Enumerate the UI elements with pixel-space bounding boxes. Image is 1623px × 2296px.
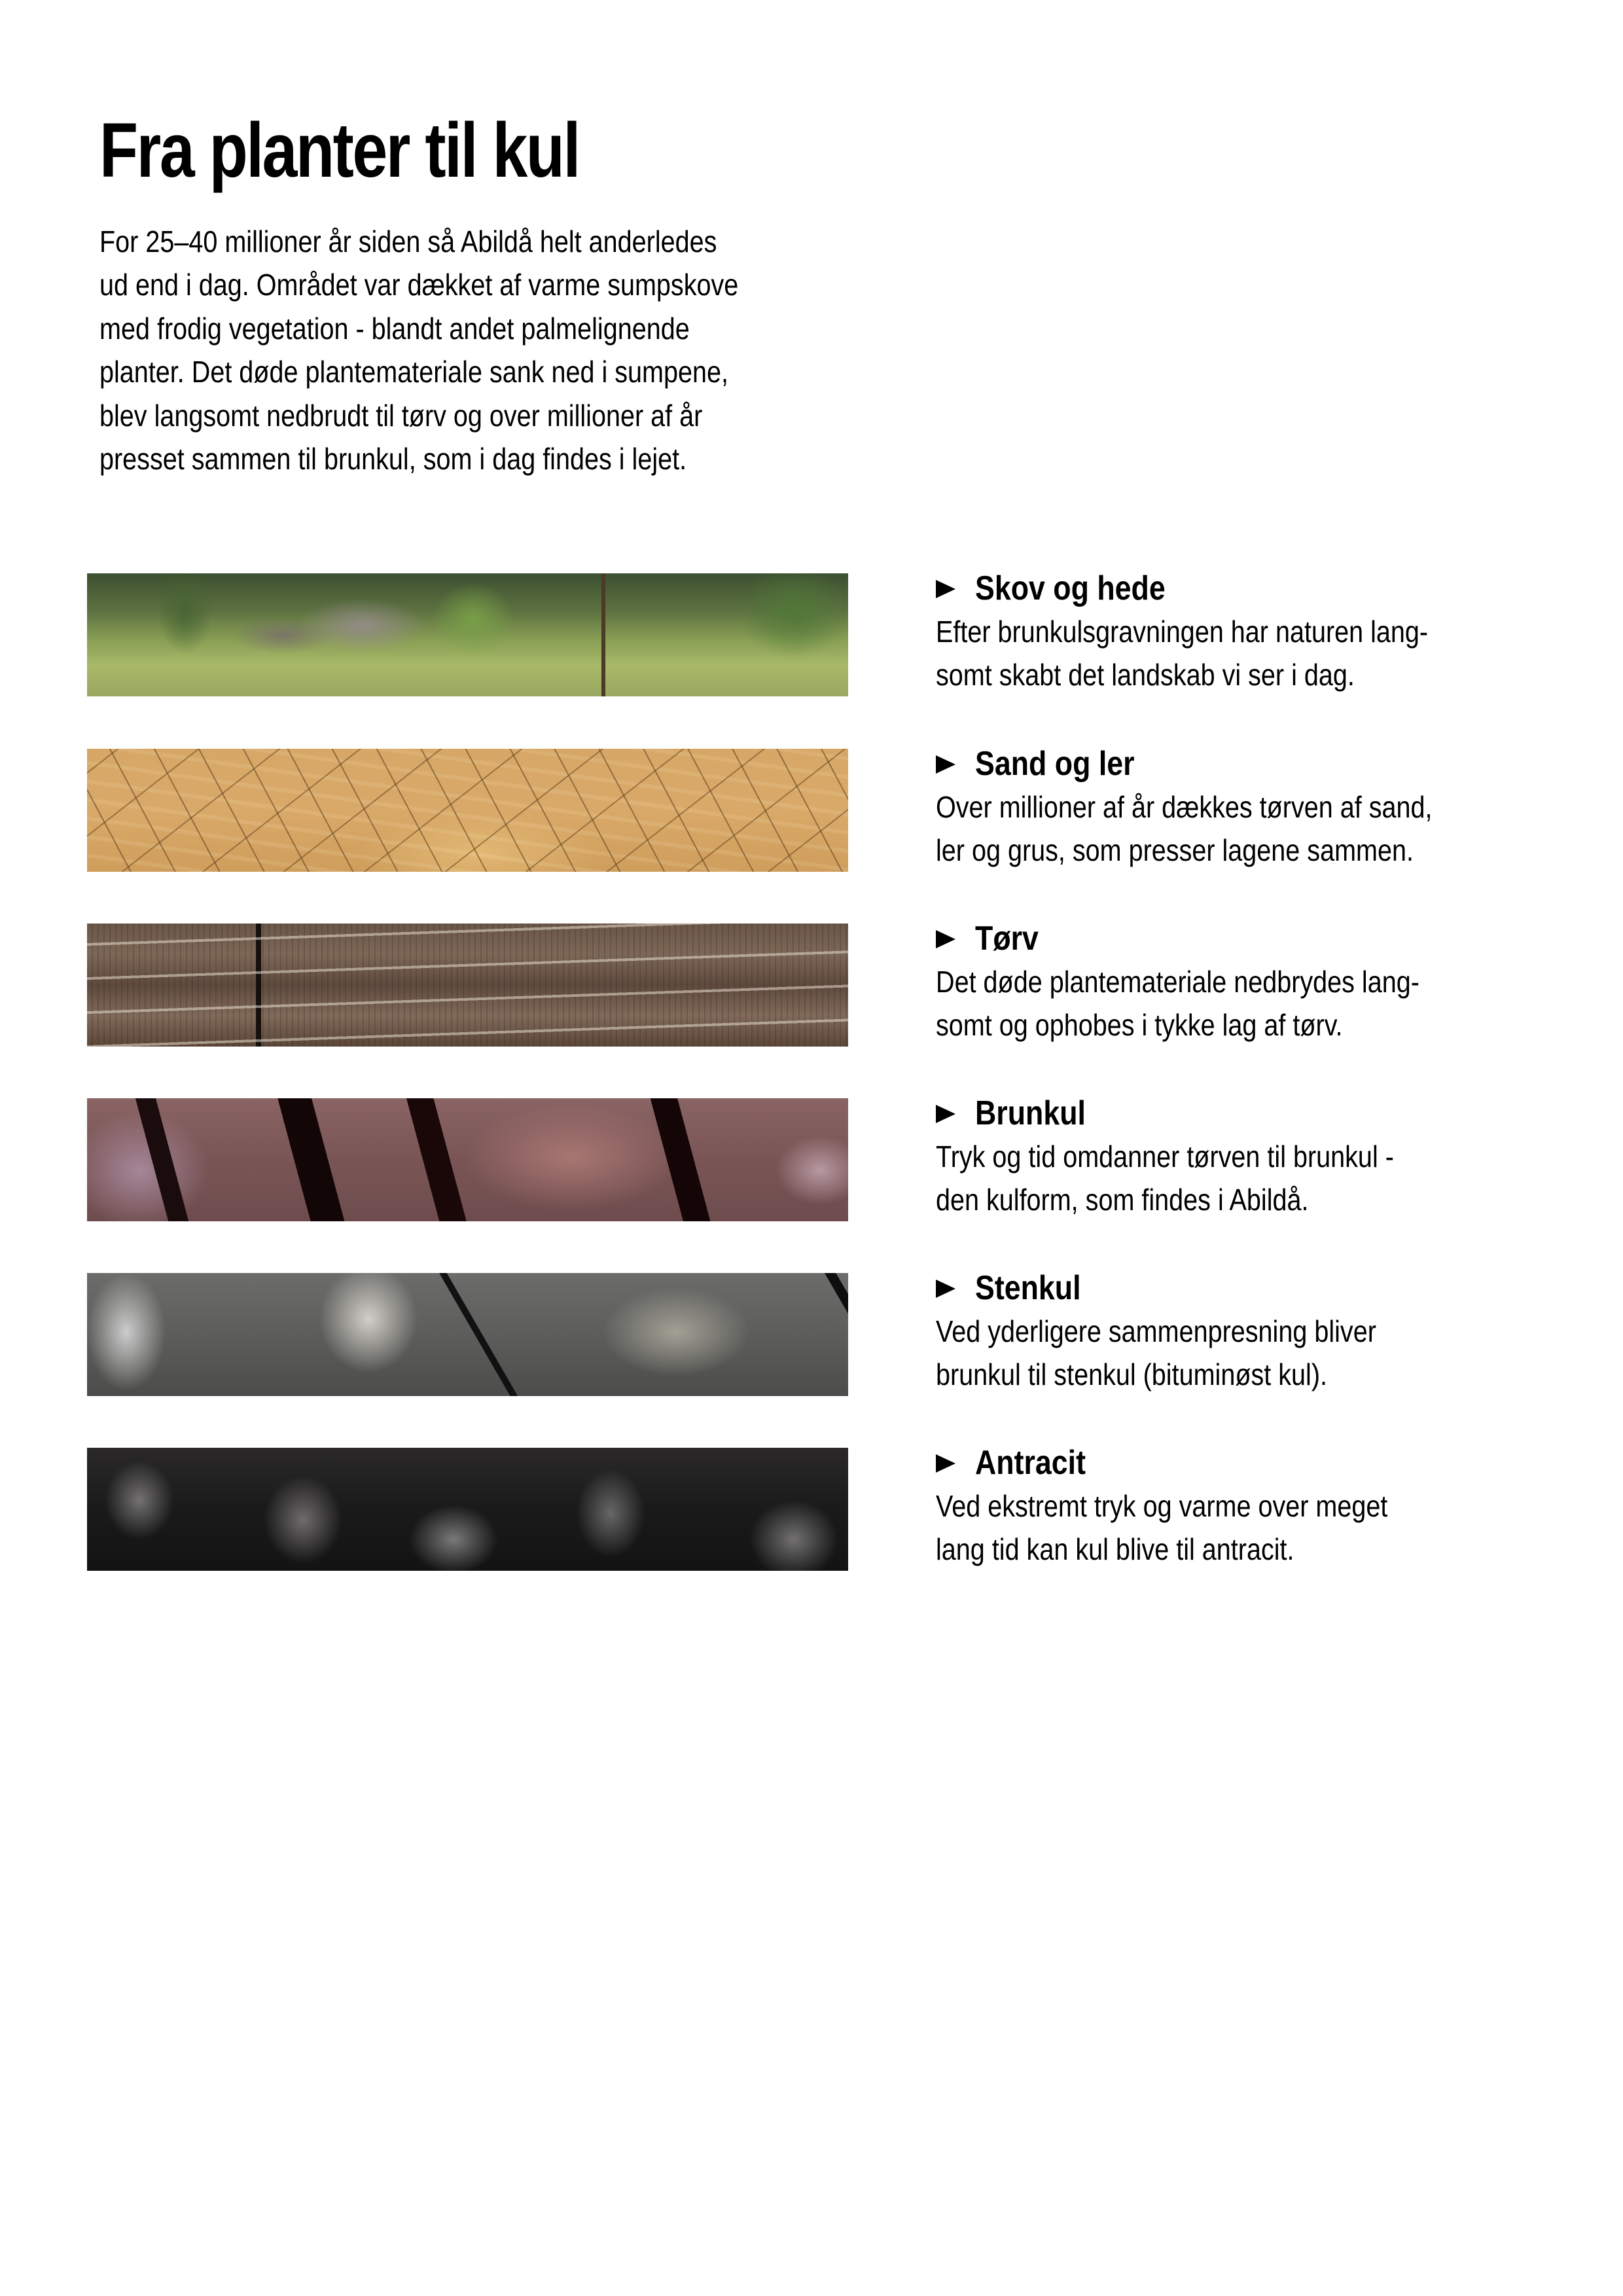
layer-entry-stenkul: [936, 1266, 1564, 1396]
triangle-right-icon: [936, 580, 955, 598]
description-line: Det døde plantemateriale nedbrydes lang-: [936, 965, 1419, 999]
layer-description: [936, 785, 1476, 872]
description-line: somt skabt det landskab vi ser i dag.: [936, 658, 1355, 692]
anthracite-photo: [87, 1448, 848, 1571]
triangle-right-icon: [936, 930, 955, 948]
peat-photo: [87, 924, 848, 1047]
triangle-right-icon: [936, 755, 955, 774]
bituminous-coal-photo: [87, 1273, 848, 1396]
intro-paragraph: [99, 220, 738, 480]
layer-heading: [936, 917, 1564, 960]
description-line: lang tid kan kul blive til antracit.: [936, 1532, 1294, 1566]
layer-description: [936, 610, 1476, 696]
layer-entry-brunkul: [936, 1092, 1564, 1221]
intro-line: For 25–40 millioner år siden så Abildå helt anderledes: [99, 224, 717, 259]
description-line: Tryk og tid omdanner tørven til brunkul -: [936, 1139, 1394, 1174]
lignite-photo: [87, 1098, 848, 1221]
layer-heading: [936, 1441, 1564, 1484]
description-line: Over millioner af år dækkes tørven af sand,: [936, 790, 1433, 824]
description-line: Ved ekstremt tryk og varme over meget: [936, 1489, 1388, 1523]
description-line: ler og grus, som presser lagene sammen.: [936, 833, 1414, 867]
intro-line: blev langsomt nedbrudt til tørv og over millioner af år: [99, 398, 703, 433]
layer-heading: [936, 567, 1564, 610]
layer-description: [936, 1135, 1476, 1221]
layer-title: Antracit: [975, 1444, 1086, 1482]
intro-line: med frodig vegetation - blandt andet palmelignende: [99, 311, 690, 346]
layer-description: [936, 1484, 1476, 1571]
page-title: Fra planter til kul: [99, 107, 579, 194]
layer-entry-sand-og-ler: [936, 742, 1564, 872]
description-line: Efter brunkulsgravningen har naturen lang-: [936, 615, 1429, 649]
layer-title: Skov og hede: [975, 569, 1166, 607]
layer-heading: [936, 742, 1564, 785]
layer-heading: [936, 1092, 1564, 1135]
description-line: den kulform, som findes i Abildå.: [936, 1183, 1309, 1217]
layer-entry-skov-og-hede: [936, 567, 1564, 696]
forest-heath-photo: [87, 573, 848, 696]
description-line: somt og ophobes i tykke lag af tørv.: [936, 1008, 1343, 1042]
layer-title: Brunkul: [975, 1094, 1086, 1132]
layer-title: Tørv: [975, 920, 1039, 958]
description-line: brunkul til stenkul (bituminøst kul).: [936, 1357, 1328, 1391]
layer-description: [936, 960, 1476, 1047]
layer-entry-torv: [936, 917, 1564, 1047]
layer-entry-antracit: [936, 1441, 1564, 1571]
triangle-right-icon: [936, 1454, 955, 1473]
triangle-right-icon: [936, 1280, 955, 1298]
intro-line: ud end i dag. Området var dækket af varme sumpskove: [99, 268, 739, 302]
intro-line: planter. Det døde plantemateriale sank ned i sumpene,: [99, 355, 729, 389]
layer-title: Sand og ler: [975, 745, 1135, 783]
intro-line: presset sammen til brunkul, som i dag findes i lejet.: [99, 442, 687, 476]
sand-clay-photo: [87, 749, 848, 872]
layer-title: Stenkul: [975, 1269, 1081, 1307]
layer-heading: [936, 1266, 1564, 1310]
layer-description: [936, 1310, 1476, 1396]
triangle-right-icon: [936, 1105, 955, 1123]
description-line: Ved yderligere sammenpresning bliver: [936, 1314, 1376, 1348]
